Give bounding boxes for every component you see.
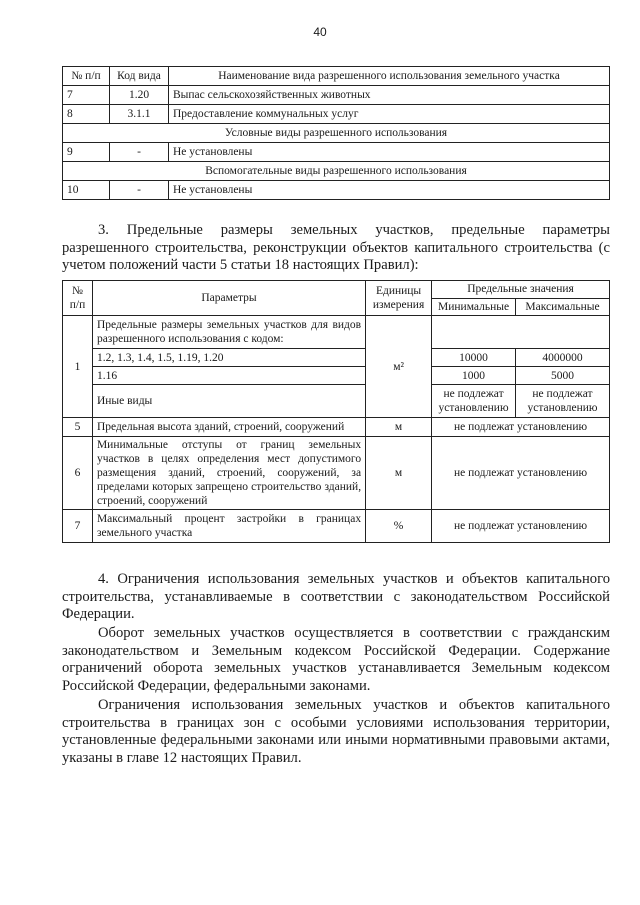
row-num: 8 bbox=[63, 105, 110, 124]
row-name: Не установлены bbox=[169, 143, 610, 162]
row-value: не подлежат установлению bbox=[432, 437, 610, 510]
row-param: 1.2, 1.3, 1.4, 1.5, 1.19, 1.20 bbox=[92, 349, 365, 367]
paragraph-3: 3. Предельные размеры земельных участков, предельные параметры разрешенного строительства, реконструкции объектов капитального строительства (с учетом положений части 5 статьи 18 настоящих Правил): bbox=[62, 222, 610, 273]
row-code: - bbox=[110, 181, 169, 200]
row-param: Минимальные отступы от границ земельных участков в целях определения мест допустимого размещения зданий, строений, сооружений, за пределами которых запрещено строительство зданий, строений, сооружений bbox=[92, 437, 365, 510]
limits-table bbox=[62, 280, 610, 543]
table-row bbox=[63, 367, 610, 385]
table-row bbox=[63, 510, 610, 543]
row-name: Выпас сельскохозяйственных животных bbox=[169, 86, 610, 105]
row-num: 5 bbox=[63, 418, 93, 437]
row-min: 1000 bbox=[432, 367, 516, 385]
page-number: 40 bbox=[313, 25, 327, 39]
section-conditional: Условные виды разрешенного использования bbox=[63, 124, 610, 143]
row-code: 1.20 bbox=[110, 86, 169, 105]
row-unit: м² bbox=[366, 316, 432, 418]
row-param-intro: Предельные размеры земельных участков для видов разрешенного использования с кодом: bbox=[92, 316, 365, 349]
paragraph-6: Ограничения использования земельных участков и объектов капитального строительства в границах зон с особыми условиями использования территории, установленные федеральными законами или иными нормативными правовыми актами, указаны в главе 12 настоящих Правил. bbox=[62, 697, 610, 766]
section-row bbox=[63, 162, 610, 181]
paragraph-5: Оборот земельных участков осуществляется в соответствии с гражданским законодательством и Земельным кодексом Российской Федерации. Содержание ограничений оборота земельных участков устанавливается Земельным кодексом Российской Федерации, федеральными законами. bbox=[62, 625, 610, 694]
row-max: 5000 bbox=[516, 367, 610, 385]
row-param: Максимальный процент застройки в границах земельного участка bbox=[92, 510, 365, 543]
table-row bbox=[63, 105, 610, 124]
row-max: не подлежат установлению bbox=[516, 385, 610, 418]
table-header-row bbox=[63, 67, 610, 86]
header-num: № п/п bbox=[63, 281, 93, 316]
row-value: не подлежат установлению bbox=[432, 510, 610, 543]
header-num: № п/п bbox=[63, 67, 110, 86]
section-row bbox=[63, 124, 610, 143]
row-num: 10 bbox=[63, 181, 110, 200]
table-row bbox=[63, 181, 610, 200]
row-param: Иные виды bbox=[92, 385, 365, 418]
section-auxiliary: Вспомогательные виды разрешенного использования bbox=[63, 162, 610, 181]
table-row bbox=[63, 437, 610, 510]
header-units: Единицы измерения bbox=[366, 281, 432, 316]
header-max: Максимальные bbox=[516, 298, 610, 316]
row-num: 7 bbox=[63, 510, 93, 543]
row-num: 9 bbox=[63, 143, 110, 162]
row-num: 6 bbox=[63, 437, 93, 510]
row-name: Не установлены bbox=[169, 181, 610, 200]
row-unit: % bbox=[366, 510, 432, 543]
row-num: 1 bbox=[63, 316, 93, 418]
permitted-use-table bbox=[62, 66, 610, 200]
row-code: - bbox=[110, 143, 169, 162]
row-param: Предельная высота зданий, строений, сооружений bbox=[92, 418, 365, 437]
table-row bbox=[63, 316, 610, 349]
row-name: Предоставление коммунальных услуг bbox=[169, 105, 610, 124]
row-value: не подлежат установлению bbox=[432, 418, 610, 437]
table-row bbox=[63, 86, 610, 105]
row-num: 7 bbox=[63, 86, 110, 105]
header-min: Минимальные bbox=[432, 298, 516, 316]
row-param: 1.16 bbox=[92, 367, 365, 385]
table-row bbox=[63, 143, 610, 162]
table-row bbox=[63, 418, 610, 437]
row-min: 10000 bbox=[432, 349, 516, 367]
header-params: Параметры bbox=[92, 281, 365, 316]
paragraph-4: 4. Ограничения использования земельных участков и объектов капитального строительства, устанавливаемые в соответствии с законодательством Российской Федерации. bbox=[62, 571, 610, 622]
row-unit: м bbox=[366, 418, 432, 437]
header-name: Наименование вида разрешенного использования земельного участка bbox=[169, 67, 610, 86]
row-min: не подлежат установлению bbox=[432, 385, 516, 418]
row-code: 3.1.1 bbox=[110, 105, 169, 124]
header-code: Код вида bbox=[110, 67, 169, 86]
table-row bbox=[63, 385, 610, 418]
row-unit: м bbox=[366, 437, 432, 510]
row-max: 4000000 bbox=[516, 349, 610, 367]
table-row bbox=[63, 349, 610, 367]
row-empty-cell bbox=[432, 316, 610, 349]
table-header-row bbox=[63, 281, 610, 299]
header-limits: Предельные значения bbox=[432, 281, 610, 299]
